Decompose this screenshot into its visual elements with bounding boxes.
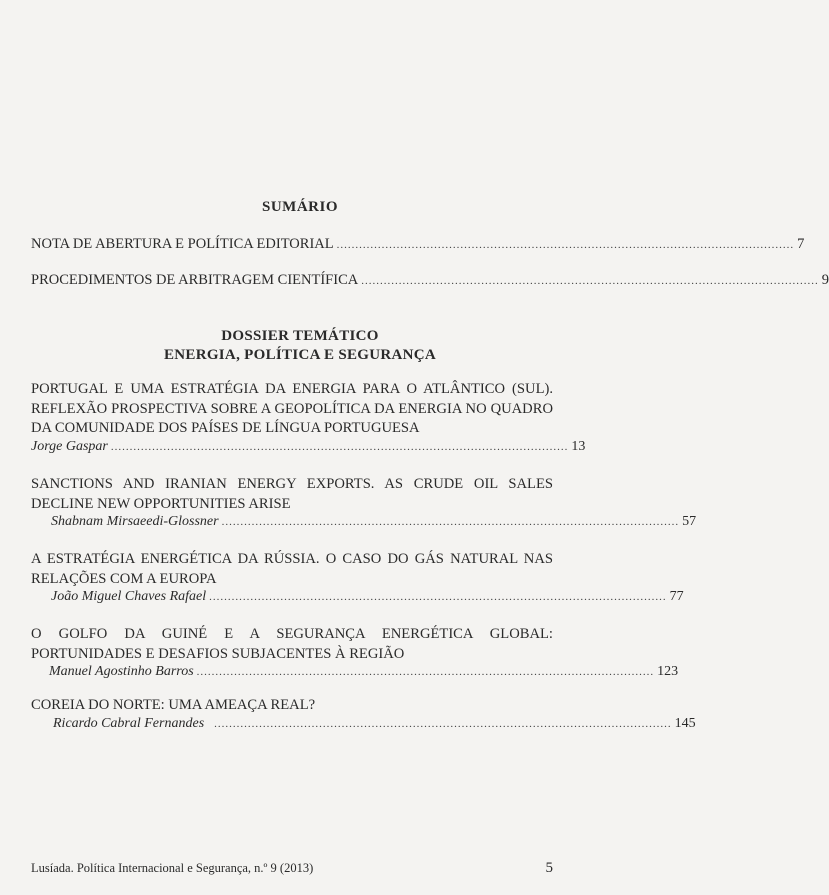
article-page: 123 <box>657 664 679 679</box>
dot-leader: .......................................................................................................................... <box>110 440 569 453</box>
article-page: 77 <box>669 589 684 604</box>
article-title: A ESTRATÉGIA ENERGÉTICA DA RÚSSIA. O CASO DO GÁS NATURAL NAS RELAÇÕES COM A EUROPA <box>31 551 553 587</box>
toc-item-label: NOTA DE ABERTURA E POLÍTICA EDITORIAL <box>31 236 334 252</box>
toc-article <box>31 475 697 530</box>
article-page: 145 <box>674 715 696 731</box>
article-author: Manuel Agostinho Barros <box>49 664 194 679</box>
article-page: 57 <box>682 514 697 529</box>
article-author: João Miguel Chaves Rafael <box>51 589 207 604</box>
toc-item-label: PROCEDIMENTOS DE ARBITRAGEM CIENTÍFICA <box>31 272 359 288</box>
dot-leader: .......................................................................................................................... <box>221 516 680 528</box>
dot-leader: .......................................................................................................................... <box>214 717 672 730</box>
toc-article <box>31 625 679 680</box>
dot-leader: .......................................................................................................................... <box>361 275 819 287</box>
article-author-line <box>31 589 684 605</box>
article-title: PORTUGAL E UMA ESTRATÉGIA DA ENERGIA PARA O ATLÂNTICO (SUL). REFLEXÃO PROSPECTIVA SOBRE A GEOPOLÍTICA DA ENERGIA NO QUADRO DA COMUNIDADE DOS PAÍSES DE LÍNGUA PORTUGUESA <box>31 381 553 436</box>
toc-item-page: 7 <box>797 236 805 252</box>
dot-leader: .......................................................................................................................... <box>336 239 795 251</box>
toc-front-item <box>31 272 829 289</box>
page-title: SUMÁRIO <box>261 199 338 215</box>
article-author: Jorge Gaspar <box>31 438 108 454</box>
dossier-heading-line: DOSSIER TEMÁTICO <box>221 328 379 344</box>
dot-leader: .......................................................................................................................... <box>196 666 655 678</box>
dossier-heading <box>0 327 600 365</box>
dossier-heading-line: ENERGIA, POLÍTICA E SEGURANÇA <box>163 347 437 363</box>
toc-article <box>31 550 684 605</box>
toc-article <box>31 380 586 455</box>
article-title: O GOLFO DA GUINÉ E A SEGURANÇA ENERGÉTICA GLOBAL: PORTUNIDADES E DESAFIOS SUBJACENTES À REGIÃO <box>31 626 553 662</box>
article-author: Ricardo Cabral Fernandes <box>53 715 205 731</box>
article-author-line <box>31 715 696 732</box>
footer-page-number: 5 <box>545 860 553 876</box>
article-author: Shabnam Mirsaeedi-Glossner <box>51 514 219 529</box>
toc-item-page: 9 <box>821 272 829 288</box>
article-page: 13 <box>571 438 586 454</box>
article-title: COREIA DO NORTE: UMA AMEAÇA REAL? <box>31 697 316 713</box>
article-author-line <box>31 514 697 530</box>
toc-article <box>31 696 696 732</box>
footer-journal: Lusíada. Política Internacional e Segurança, n.º 9 (2013) <box>31 861 314 875</box>
toc-front-item <box>31 236 805 253</box>
article-title: SANCTIONS AND IRANIAN ENERGY EXPORTS. AS CRUDE OIL SALES DECLINE NEW OPPORTUNITIES ARISE <box>31 476 553 512</box>
article-author-line <box>31 438 586 455</box>
page-footer <box>31 860 553 877</box>
dot-leader: .......................................................................................................................... <box>209 591 667 603</box>
article-author-line <box>31 664 679 680</box>
